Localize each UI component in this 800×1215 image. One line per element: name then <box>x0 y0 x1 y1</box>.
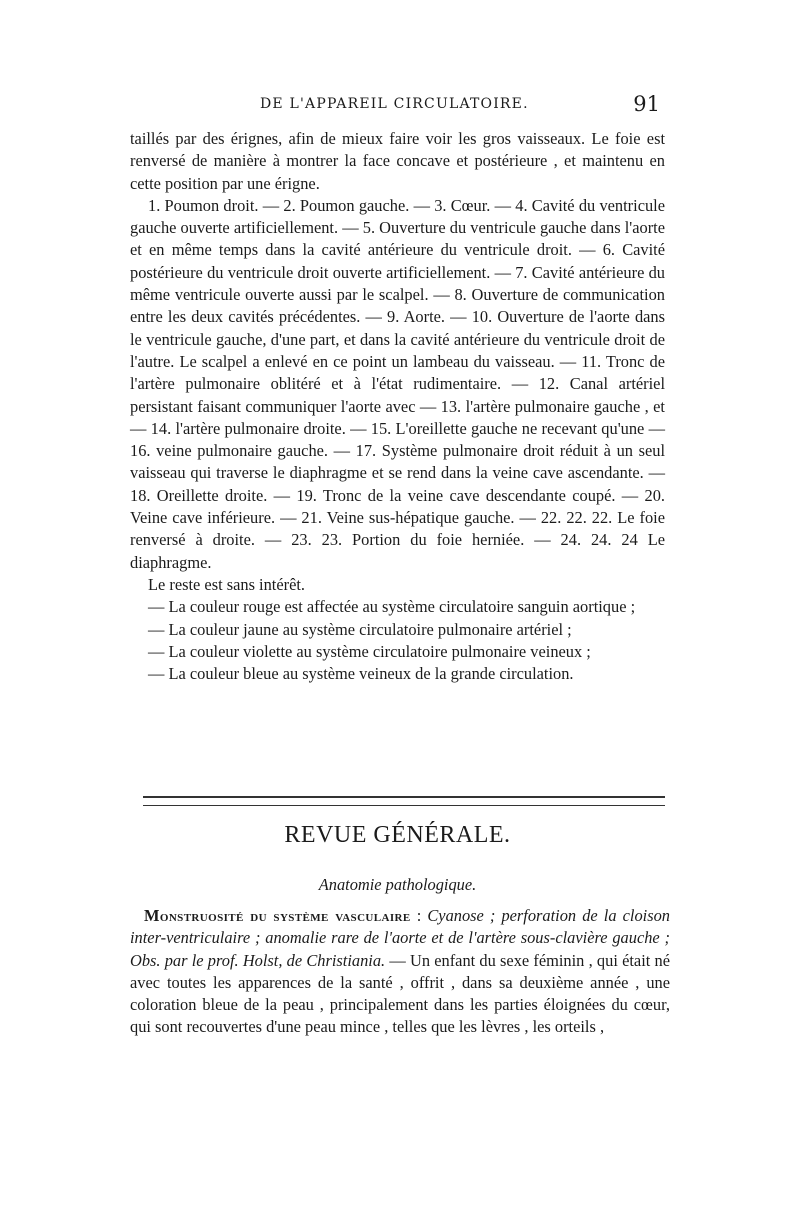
page-number: 91 <box>633 92 660 116</box>
color-key-red: — La couleur rouge est affectée au système circulatoire sanguin aortique ; <box>148 597 636 617</box>
figure-legend-list <box>130 195 665 686</box>
color-key-blue: — La couleur bleue au système veineux de la grande circulation. <box>148 664 574 684</box>
figure-legend-text <box>130 128 665 685</box>
paragraph-intro: taillés par des érignes, afin de mieux faire voir les gros vaisseaux. Le foie est renversé de manière à montrer la face concave et postérieure , et maintenu en cette position par une érigne. <box>130 129 665 193</box>
legend-items: 1. Poumon droit. — 2. Poumon gauche. — 3. Cœur. — 4. Cavité du ventricule gauche ouverte artificiellement. — 5. Ouverture du ventricule gauche dans l'aorte et en même temps dans la cavité antérieure du ventricule droit. — 6. Cavité postérieure du ventricule droit ouverte artificiellement. — 7. Cavité antérieure du même ventricule ouverte aussi par le scalpel. — 8. Ouverture de communication entre les deux cavités précédentes. — 9. Aorte. — 10. Ouverture de l'aorte dans le ventricule gauche, d'une part, et dans la cavité antérieure du ventricule droit de l'autre. Le scalpel a enlevé en ce point un lambeau du vaisseau. — 11. Tronc de l'artère pulmonaire oblitéré et à l'état rudimentaire. — 12. Canal artériel persistant faisant communiquer l'aorte avec — 13. l'artère pulmonaire gauche , et — 14. l'artère pulmonaire droite. — 15. L'oreillette gauche ne recevant qu'une — 16. veine pulmonaire gauche. — 17. Système pulmonaire droit réduit à un seul vaisseau qui traverse le diaphragme et se rend dans la veine cave ascendante. — 18. Oreillette droite. — 19. Tronc de la veine cave descendante coupé. — 20. Veine cave inférieure. — 21. Veine sus-hépatique gauche. — 22. 22. 22. Le foie renversé à droite. — 23. 23. Portion du foie herniée. — 24. 24. 24 Le diaphragme. <box>130 195 665 572</box>
section-title: REVUE GÉNÉRALE. <box>284 822 511 848</box>
heading-separator: : <box>410 906 428 925</box>
page-header <box>130 92 660 122</box>
color-key-yellow: — La couleur jaune au système circulatoire pulmonaire artériel ; <box>148 619 572 639</box>
legend-note: Le reste est sans intérêt. <box>148 574 306 594</box>
article-paragraph <box>130 905 670 1039</box>
article-body: — Un enfant du sexe féminin , qui était né avec toutes les apparences de la santé , offrit , dans sa deuxième année , une coloration bleue de la peau , principalement dans les parties éloignées du cœur, qui sont recouvertes d'une peau mince , telles que les lèvres , les orteils , <box>130 950 671 1037</box>
article-summary: Cyanose ; perforation de la cloison inter-ventriculaire ; anomalie rare de l'aorte et de l'artère sous-clavière gauche ; Obs. par le prof. Holst, de Christiania. <box>130 906 670 970</box>
section-divider <box>143 796 665 806</box>
color-key-violet: — La couleur violette au système circulatoire pulmonaire veineux ; <box>148 641 591 661</box>
article-heading: Monstruosité du système vasculaire <box>144 906 411 925</box>
running-head: DE L'APPAREIL CIRCULATOIRE. <box>260 96 529 112</box>
section-subtitle: Anatomie pathologique. <box>318 875 477 894</box>
article <box>130 905 670 1039</box>
